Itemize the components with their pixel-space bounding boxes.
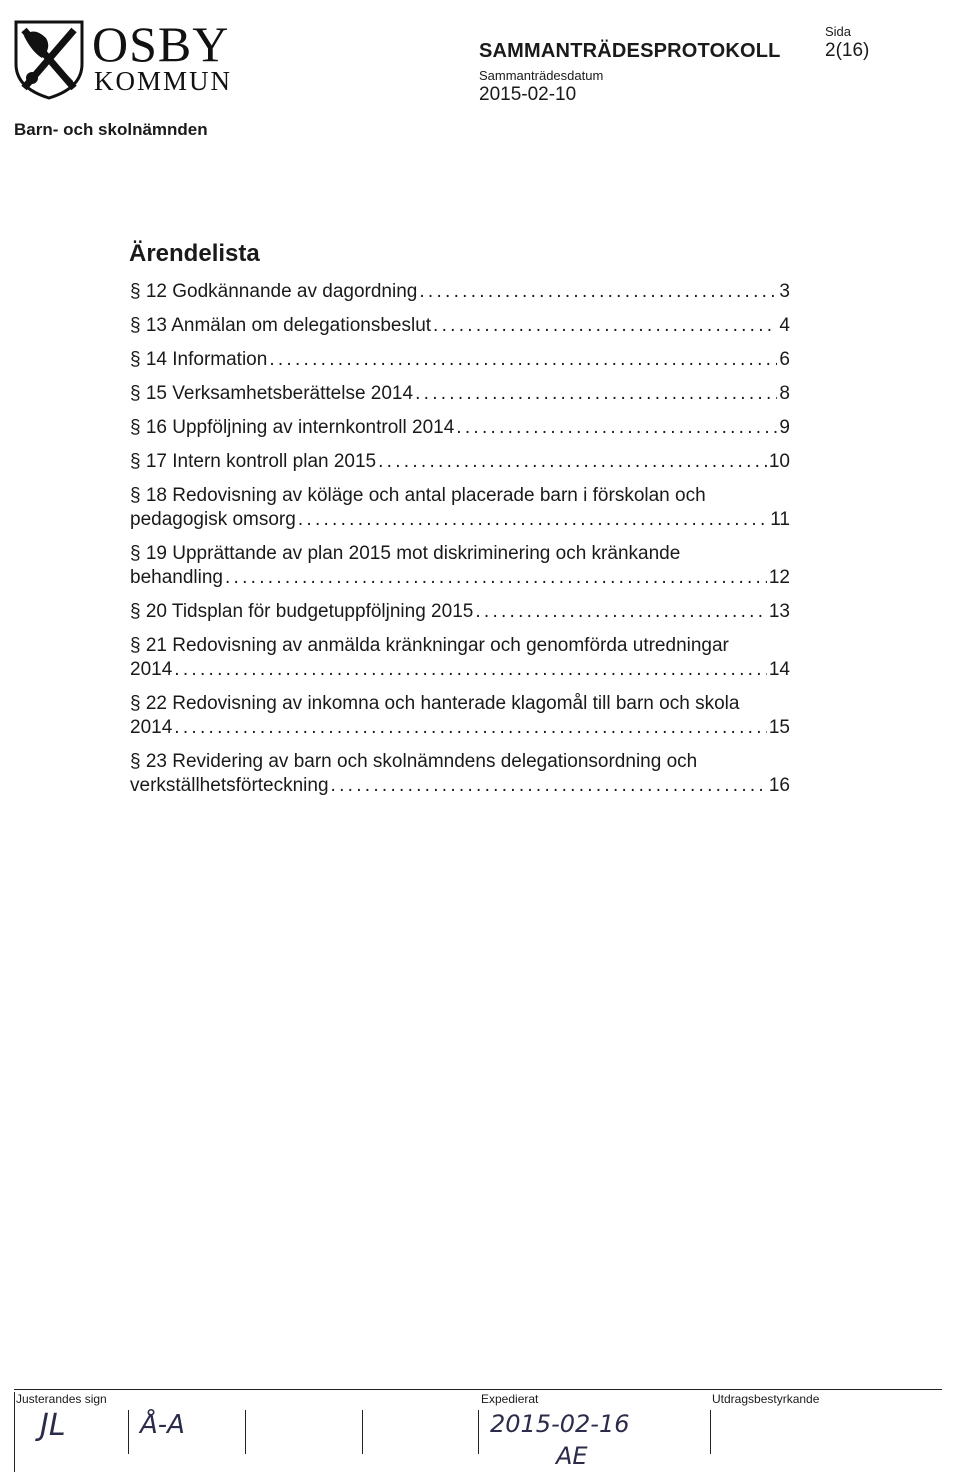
agenda-item-title-line: § 19 Upprättande av plan 2015 mot diskriminering och kränkande: [130, 543, 681, 564]
leader-dots: [298, 508, 768, 532]
agenda-item-page: 4: [779, 315, 790, 336]
agenda-item-page: 11: [770, 509, 790, 530]
agenda-item-title: § 16 Uppföljning av internkontroll 2014: [130, 417, 455, 438]
signature-divider: [710, 1410, 711, 1454]
agenda-item-page: 8: [779, 383, 790, 404]
agenda-item: [130, 692, 790, 740]
agenda-item-title: verkställhetsförteckning: [130, 775, 329, 796]
agenda-list: [130, 280, 790, 808]
agenda-item-title-line: § 22 Redovisning av inkomna och hanterade klagomål till barn och skola: [130, 693, 740, 714]
agenda-item-title-line: § 18 Redovisning av köläge och antal placerade barn i förskolan och: [130, 485, 706, 506]
agenda-item: [130, 600, 790, 624]
osby-coat-of-arms-icon: [12, 18, 86, 100]
agenda-item-page: 10: [768, 451, 790, 472]
agenda-item-page: 13: [768, 601, 790, 622]
leader-dots: [475, 600, 767, 624]
agenda-item-title: § 14 Information: [130, 349, 268, 370]
agenda-item-title: pedagogisk omsorg: [130, 509, 296, 530]
agenda-item-title-line: § 21 Redovisning av anmälda kränkningar och genomförda utredningar: [130, 635, 729, 656]
leader-dots: [174, 658, 767, 682]
leader-dots: [456, 416, 777, 440]
leader-dots: [419, 280, 777, 304]
dispatched-date: 2015-02-16: [490, 1410, 630, 1438]
agenda-item-title: 2014: [130, 659, 173, 680]
agenda-item: [130, 542, 790, 590]
leader-dots: [378, 450, 767, 474]
signature-initials-2: Å-A: [140, 1410, 185, 1440]
leader-dots: [331, 774, 767, 798]
dispatched-label: Expedierat: [481, 1392, 539, 1406]
agenda-item-page: 6: [779, 349, 790, 370]
dispatched-initials: AE: [556, 1442, 588, 1470]
agenda-item: [130, 280, 790, 304]
agenda-item: [130, 484, 790, 532]
agenda-item: [130, 382, 790, 406]
signature-divider: [128, 1410, 129, 1454]
signature-initials-1: JL: [40, 1408, 66, 1443]
agenda-item-title: § 20 Tidsplan för budgetuppföljning 2015: [130, 601, 474, 622]
agenda-item-page: 16: [768, 775, 790, 796]
agenda-heading: Ärendelista: [129, 240, 260, 267]
agenda-item: [130, 416, 790, 440]
page-label: Sida: [825, 24, 852, 39]
municipality-name: OSBY: [92, 16, 230, 72]
agenda-item: [130, 348, 790, 372]
adjuster-sign-label: Justerandes sign: [16, 1392, 107, 1406]
footer-divider: [14, 1389, 942, 1390]
agenda-item-title-line: § 23 Revidering av barn och skolnämndens delegationsordning och: [130, 751, 698, 772]
leader-dots: [174, 716, 767, 740]
municipality-subname: KOMMUN: [94, 66, 233, 96]
document-title: SAMMANTRÄDESPROTOKOLL: [479, 40, 781, 62]
agenda-item-page: 3: [779, 281, 790, 302]
agenda-item: [130, 634, 790, 682]
meeting-date-label: Sammanträdesdatum: [479, 68, 604, 83]
signature-divider: [245, 1410, 246, 1454]
meeting-date: 2015-02-10: [479, 84, 577, 105]
agenda-item-title: behandling: [130, 567, 223, 588]
agenda-item-title: § 12 Godkännande av dagordning: [130, 281, 418, 302]
signature-divider: [478, 1410, 479, 1454]
agenda-item-page: 9: [779, 417, 790, 438]
extract-certified-label: Utdragsbestyrkande: [712, 1392, 820, 1406]
page-number: 2(16): [825, 40, 870, 61]
agenda-item-page: 12: [768, 567, 790, 588]
agenda-item: [130, 450, 790, 474]
leader-dots: [269, 348, 777, 372]
signature-divider: [362, 1410, 363, 1454]
footer-divider-left: [14, 1392, 15, 1472]
agenda-item-title: 2014: [130, 717, 173, 738]
leader-dots: [225, 566, 767, 590]
leader-dots: [415, 382, 777, 406]
agenda-item: [130, 314, 790, 338]
leader-dots: [433, 314, 777, 338]
agenda-item-title: § 17 Intern kontroll plan 2015: [130, 451, 377, 472]
agenda-item-page: 15: [768, 717, 790, 738]
committee-name: Barn- och skolnämnden: [14, 120, 208, 139]
agenda-item-title: § 13 Anmälan om delegationsbeslut: [130, 315, 432, 336]
agenda-item-page: 14: [768, 659, 790, 680]
agenda-item: [130, 750, 790, 798]
agenda-item-title: § 15 Verksamhetsberättelse 2014: [130, 383, 414, 404]
